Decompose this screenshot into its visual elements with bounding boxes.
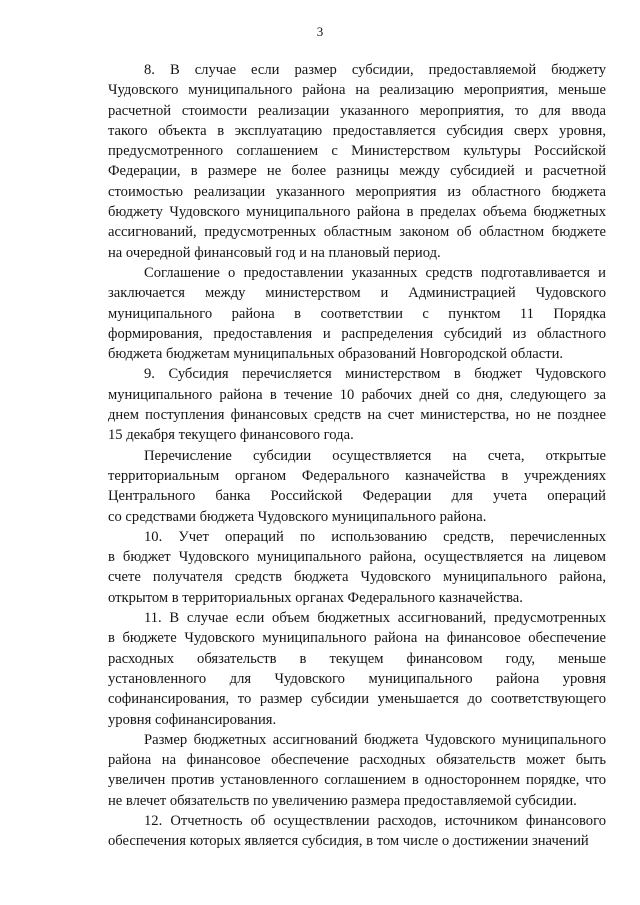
text-line: Чудовского муниципального района на реализацию мероприятия, меньше: [108, 82, 606, 99]
text-line: Федерации, в размере не более разницы между субсидией и расчетной: [108, 163, 606, 180]
text-line: обеспечения которых является субсидия, в том числе о достижении значений: [108, 833, 589, 850]
text-line: 8. В случае если размер субсидии, предоставляемой бюджету: [144, 62, 606, 78]
text-line: со средствами бюджета Чудовского муниципального района.: [108, 508, 487, 525]
text-line: расчетной стоимости реализации указанного мероприятия, то для ввода: [108, 102, 606, 119]
text-line: муниципального района в течение 10 рабочих дней со дня, следующего за: [108, 386, 606, 403]
page-number: 3: [316, 24, 324, 39]
text-line: района на финансовое обеспечение расходных обязательств может быть: [108, 752, 606, 769]
text-line: не влечет обязательств по увеличению размера предоставляемой субсидии.: [108, 792, 577, 809]
text-line: Соглашение о предоставлении указанных средств подготавливается и: [144, 264, 606, 281]
text-line: такого объекта в эксплуатацию предоставляется субсидия сверх уровня,: [108, 122, 606, 139]
text-line: муниципального района в соответствии с пунктом 11 Порядка: [108, 305, 606, 322]
text-line: 10. Учет операций по использованию средств, перечисленных: [144, 528, 606, 545]
text-line: установленного для Чудовского муниципального района уровня: [108, 670, 606, 687]
text-line: 11. В случае если объем бюджетных ассигнований, предусмотренных: [144, 610, 606, 627]
text-line: увеличен против установленного соглашением в одностороннем порядке, что: [108, 772, 606, 789]
text-line: 15 декабря текущего финансового года.: [108, 427, 354, 444]
text-line: бюджета бюджетам муниципальных образований Новгородской области.: [108, 346, 564, 363]
text-line: заключается между министерством и Администрацией Чудовского: [108, 285, 606, 302]
text-line: уровня софинансирования.: [108, 711, 277, 728]
text-line: стоимостью реализации указанного мероприятия из областного бюджета: [108, 183, 606, 200]
text-line: формирования, предоставления и распределения субсидий из областного: [108, 325, 606, 342]
text-line: ассигнований, предусмотренных областным законом об областном бюджете: [108, 224, 606, 241]
text-line: расходных обязательств в текущем финансовом году, меньше: [108, 650, 606, 667]
text-line: в бюджет Чудовского муниципального района, осуществляется на лицевом: [108, 549, 606, 566]
text-line: бюджету Чудовского муниципального района в пределах объема бюджетных: [108, 204, 606, 221]
text-line: днем поступления финансовых средств на счет министерства, но не позднее: [108, 407, 606, 424]
text-line: открытом в территориальных органах Федерального казначейства.: [108, 589, 523, 606]
text-line: Размер бюджетных ассигнований бюджета Чудовского муниципального: [144, 731, 606, 748]
text-line: софинансирования, то размер субсидии уменьшается до соответствующего: [108, 691, 606, 708]
text-line: 12. Отчетность об осуществлении расходов, источником финансового: [144, 812, 606, 829]
text-line: в бюджете Чудовского муниципального района на финансовое обеспечение: [108, 630, 606, 647]
text-line: на очередной финансовый год и на плановый период.: [108, 244, 441, 261]
text-line: 9. Субсидия перечисляется министерством в бюджет Чудовского: [144, 366, 606, 383]
text-line: территориальным органом Федерального казначейства в учреждениях: [108, 467, 606, 484]
text-line: предусмотренного соглашением с Министерством культуры Российской: [108, 143, 606, 160]
text-line: счете получателя средств бюджета Чудовского муниципального района,: [108, 569, 606, 586]
body-text: [108, 60, 606, 852]
text-line: Перечисление субсидии осуществляется на счета, открытые: [144, 447, 606, 464]
text-line: Центрального банка Российской Федерации для учета операций: [108, 488, 606, 505]
